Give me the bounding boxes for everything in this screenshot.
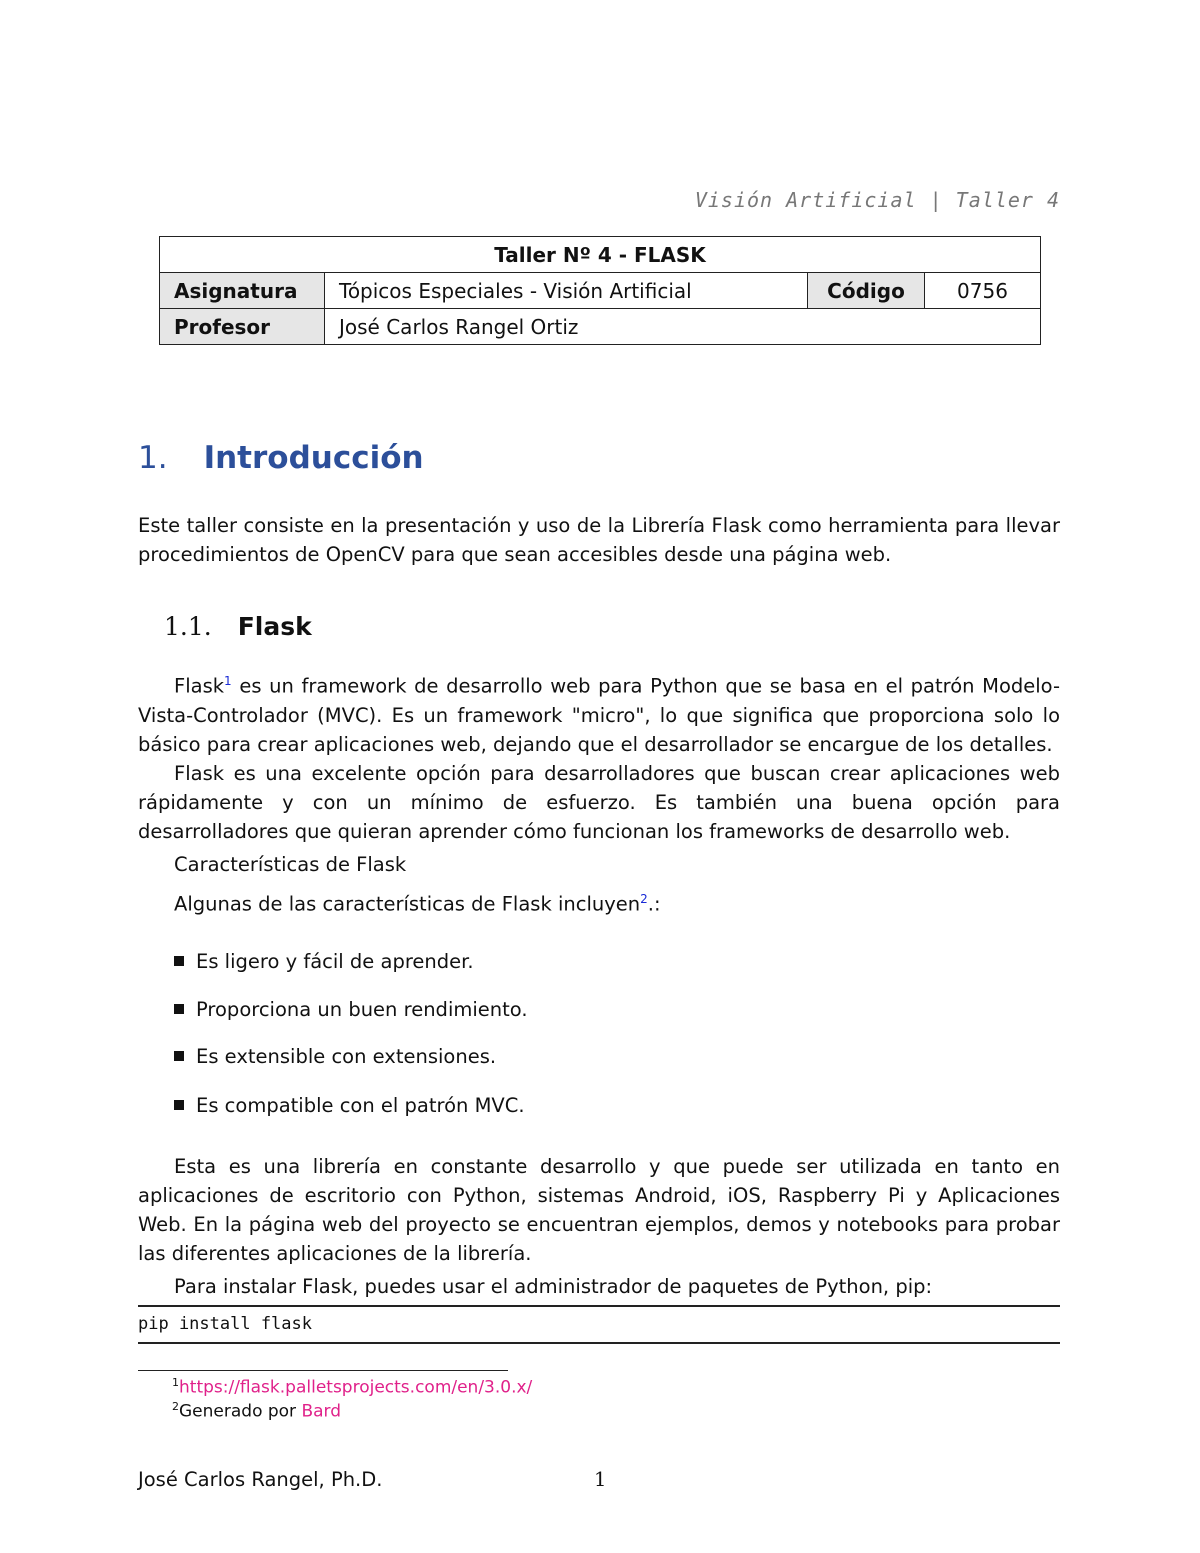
section-heading: [138, 440, 424, 476]
bullet-text: Proporciona un buen rendimiento.: [196, 998, 528, 1021]
bullet-text: Es extensible con extensiones.: [196, 1045, 497, 1068]
flask-paragraph-1: [138, 667, 1060, 759]
code-bottom-rule: [138, 1342, 1060, 1344]
subsection-number: 1.1.: [164, 612, 212, 641]
features-intro-text: Algunas de las características de Flask incluyen: [174, 892, 641, 916]
page-number: 1: [594, 1468, 607, 1491]
footnote-1-link[interactable]: https://flask.palletsprojects.com/en/3.0.x/: [179, 1377, 533, 1398]
code-block: pip install flask: [138, 1314, 312, 1334]
asignatura-value: Tópicos Especiales - Visión Artificial: [325, 273, 808, 309]
asignatura-label: Asignatura: [160, 273, 325, 309]
p1-start: Flask: [174, 674, 225, 698]
footnote-ref-2[interactable]: 2: [640, 892, 648, 906]
code-top-rule: [138, 1305, 1060, 1307]
subsection-heading: [164, 612, 312, 641]
bullet-icon: [174, 1100, 184, 1110]
footnote-2-link[interactable]: Bard: [301, 1401, 342, 1422]
library-paragraph: Esta es una librería en constante desarrollo y que puede ser utilizada en tanto en aplicaciones de escritorio con Python, sistemas Android, iOS, Raspberry Pi y Aplicaciones Web. En la página web del proyecto se encuentran ejemplos, demos y notebooks para probar las diferentes aplicaciones de la librería.: [138, 1155, 1060, 1265]
codigo-label: Código: [808, 273, 925, 309]
list-item: [174, 1045, 496, 1068]
features-heading: Características de Flask: [174, 853, 407, 876]
subsection-title: Flask: [237, 612, 312, 641]
profesor-value: José Carlos Rangel Ortiz: [325, 309, 1041, 345]
list-item: [174, 998, 528, 1021]
footnote-2: [172, 1400, 341, 1422]
footnote-1: [172, 1376, 532, 1398]
footnote-2-text: Generado por: [179, 1401, 302, 1422]
p1-rest: es un framework de desarrollo web para Python que se basa en el patrón Modelo-Vista-Controlador (MVC). Es un framework "micro", lo que significa que proporciona solo lo básico para crear aplicaciones web, dejando que el desarrollador se encargue de los detalles.: [138, 674, 1060, 756]
features-intro-end: .:: [647, 892, 661, 916]
footnote-ref-1[interactable]: 1: [224, 674, 232, 688]
footnote-2-mark: 2: [172, 1400, 179, 1413]
table-title: Taller Nº 4 - FLASK: [160, 237, 1041, 273]
footnote-1-mark: 1: [172, 1376, 179, 1389]
intro-paragraph: Este taller consiste en la presentación y uso de la Librería Flask como herramienta para llevar procedimientos de OpenCV para que sean accesibles desde una página web.: [138, 514, 1060, 566]
footer-author: José Carlos Rangel, Ph.D.: [138, 1468, 383, 1491]
list-item: [174, 1094, 525, 1117]
features-intro: [174, 885, 1060, 919]
bullet-text: Es ligero y fácil de aprender.: [196, 950, 474, 973]
running-header: Visión Artificial | Taller 4: [694, 188, 1060, 212]
section-number: 1.: [138, 440, 168, 476]
course-info-table: [159, 236, 1041, 345]
bullet-icon: [174, 1004, 184, 1014]
section-title: Introducción: [203, 440, 424, 476]
codigo-value: 0756: [925, 273, 1041, 309]
profesor-label: Profesor: [160, 309, 325, 345]
footnote-rule: [138, 1370, 508, 1371]
install-paragraph: Para instalar Flask, puedes usar el administrador de paquetes de Python, pip:: [174, 1275, 933, 1298]
list-item: [174, 950, 474, 973]
bullet-icon: [174, 956, 184, 966]
bullet-text: Es compatible con el patrón MVC.: [196, 1094, 525, 1117]
flask-paragraph-2: Flask es una excelente opción para desarrolladores que buscan crear aplicaciones web rápidamente y con un mínimo de esfuerzo. Es también una buena opción para desarrolladores que quieran aprender cómo funcionan los frameworks de desarrollo web.: [138, 762, 1060, 843]
bullet-icon: [174, 1051, 184, 1061]
